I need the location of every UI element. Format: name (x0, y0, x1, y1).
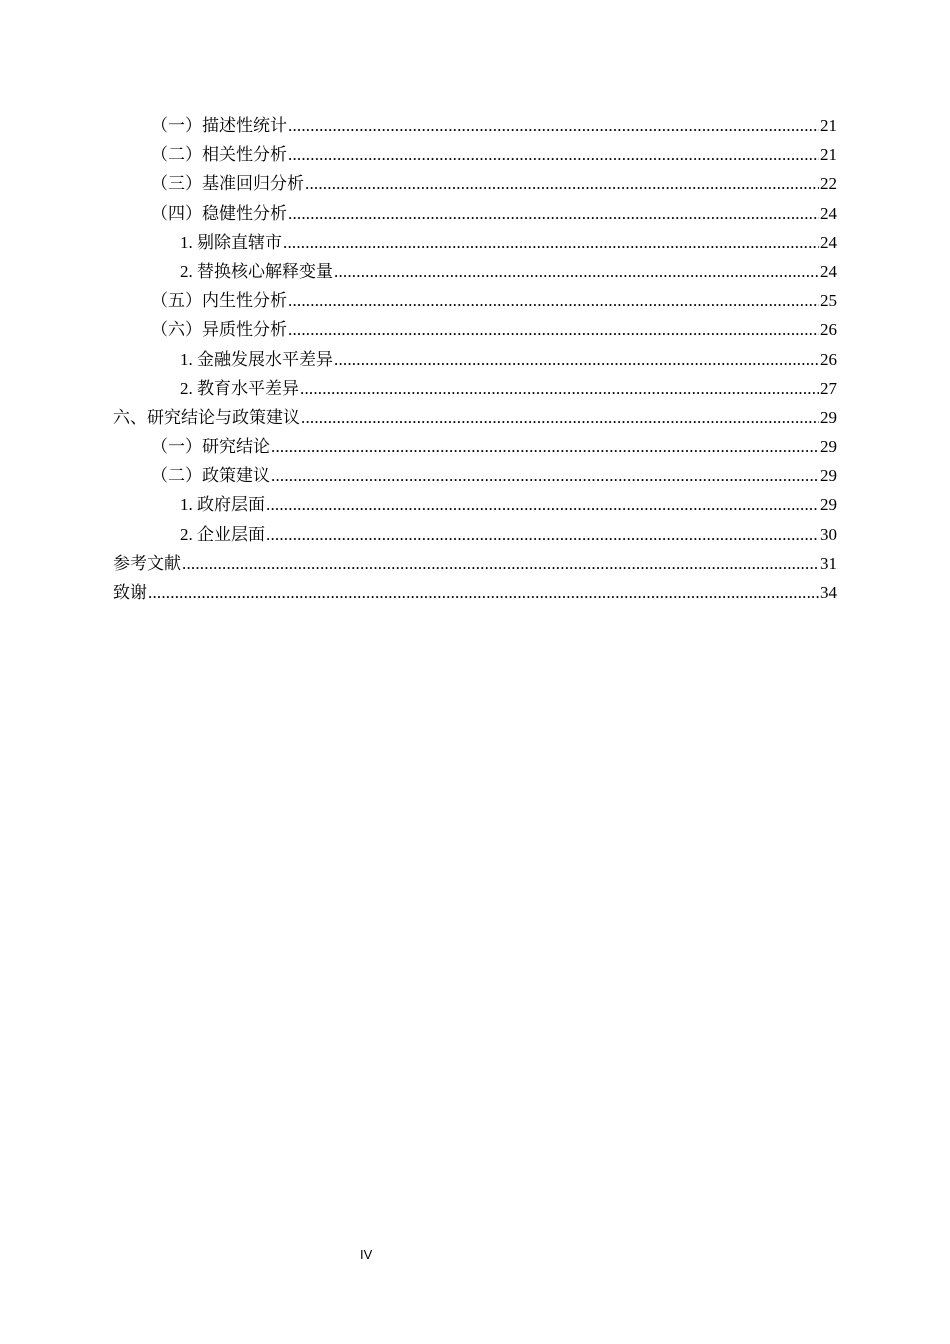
toc-entry[interactable] (113, 432, 837, 461)
toc-entry[interactable] (113, 549, 837, 578)
toc-entry-title: 致谢 (113, 583, 147, 602)
toc-dot-leader (288, 140, 819, 169)
toc-entry-title: （五）内生性分析 (151, 291, 287, 311)
toc-entry[interactable] (113, 374, 837, 403)
toc-entry[interactable] (113, 140, 837, 169)
toc-entry-page-number: 24 (820, 232, 837, 252)
toc-dot-leader (271, 461, 819, 490)
toc-dot-leader (266, 490, 819, 519)
toc-entry-title: （三）基准回归分析 (151, 174, 304, 194)
toc-dot-leader (266, 520, 819, 549)
toc-dot-leader (271, 432, 819, 461)
toc-entry-title: 2. 企业层面 (180, 524, 265, 544)
toc-entry-title: （一）描述性统计 (151, 116, 287, 135)
toc-entry-page-number: 26 (820, 320, 837, 340)
toc-entry[interactable] (113, 199, 837, 228)
toc-entry-page-number: 29 (820, 437, 837, 457)
toc-entry-page-number: 30 (820, 524, 837, 544)
toc-entry-title: 1. 金融发展水平差异 (180, 349, 333, 369)
toc-entry[interactable] (113, 490, 837, 519)
toc-dot-leader (288, 111, 819, 140)
toc-entry-title: 1. 政府层面 (180, 495, 265, 515)
toc-dot-leader (182, 549, 819, 578)
toc-entry-page-number: 24 (820, 203, 837, 223)
toc-dot-leader (334, 257, 819, 286)
page-number: IV (360, 1247, 373, 1262)
toc-dot-leader (283, 228, 819, 257)
toc-entry-title: 参考文献 (113, 553, 181, 573)
toc-entry-page-number: 27 (820, 378, 837, 398)
toc-dot-leader (288, 199, 819, 228)
toc-entry-page-number: 29 (820, 495, 837, 515)
toc-entry-title: （二）相关性分析 (151, 145, 287, 165)
toc-entry-page-number: 31 (820, 553, 837, 573)
toc-entry-title: 1. 剔除直辖市 (180, 232, 282, 252)
toc-entry[interactable] (113, 345, 837, 374)
toc-dot-leader (334, 345, 819, 374)
toc-entry-page-number: 25 (820, 291, 837, 311)
toc-entry-page-number: 22 (820, 174, 837, 194)
toc-entry[interactable] (113, 403, 837, 432)
toc-entry-title: （四）稳健性分析 (151, 203, 287, 223)
toc-entry[interactable] (113, 257, 837, 286)
toc-entry[interactable] (113, 520, 837, 549)
toc-entry-page-number: 34 (820, 583, 837, 602)
toc-entry[interactable] (113, 461, 837, 490)
toc-entry-title: （六）异质性分析 (151, 320, 287, 340)
toc-entry-page-number: 24 (820, 261, 837, 281)
toc-entry[interactable] (113, 169, 837, 198)
toc-entry[interactable] (113, 111, 837, 140)
toc-entry-page-number: 21 (820, 116, 837, 135)
toc-entry[interactable] (113, 286, 837, 315)
toc-entry-page-number: 29 (820, 466, 837, 486)
toc-entry[interactable] (113, 228, 837, 257)
toc-dot-leader (288, 315, 819, 344)
toc-entry-page-number: 26 (820, 349, 837, 369)
toc-dot-leader (305, 169, 819, 198)
toc-dot-leader (288, 286, 819, 315)
toc-dot-leader (300, 374, 819, 403)
toc-entry[interactable] (113, 578, 837, 607)
toc-entry[interactable] (113, 315, 837, 344)
toc-dot-leader (301, 403, 819, 432)
toc-entry-title: （一）研究结论 (151, 437, 270, 457)
toc-entry-title: 六、研究结论与政策建议 (113, 407, 300, 427)
toc-entry-title: 2. 教育水平差异 (180, 378, 299, 398)
toc-entry-title: 2. 替换核心解释变量 (180, 261, 333, 281)
toc-entry-page-number: 21 (820, 145, 837, 165)
table-of-contents (113, 111, 837, 607)
toc-dot-leader (148, 578, 819, 607)
toc-entry-page-number: 29 (820, 407, 837, 427)
toc-entry-title: （二）政策建议 (151, 466, 270, 486)
